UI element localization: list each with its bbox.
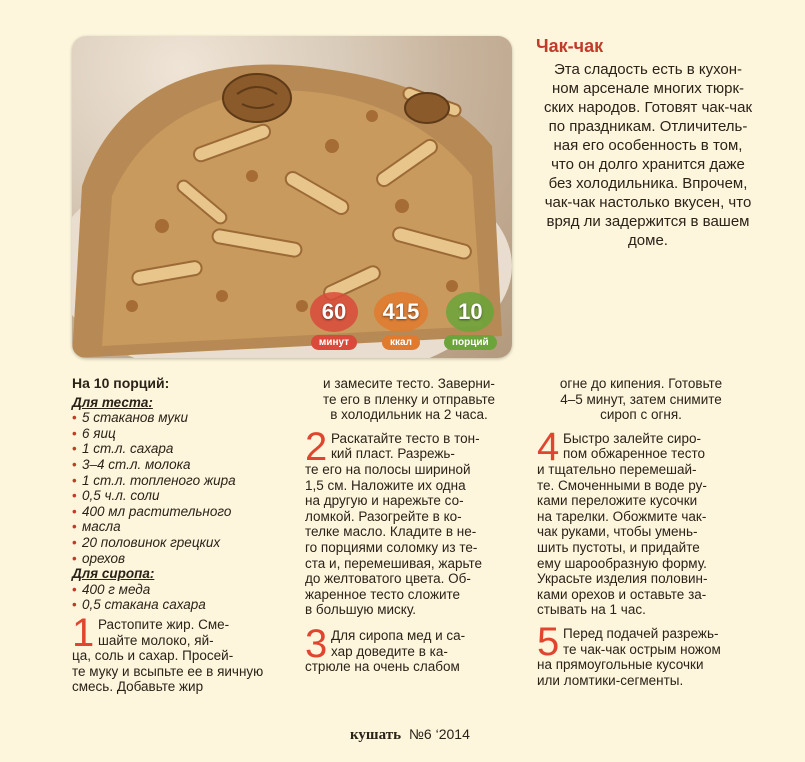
stat-servings-value: 10 [446,292,494,332]
step-line: стрюле на очень слабом [305,659,460,675]
step-2 [305,424,513,618]
step-line: пом обжаренное тесто [563,446,706,462]
column-steps-3 [537,376,745,688]
step-line: Для сиропа мед и са- [331,627,466,643]
step-line: или ломтики-сегменты. [537,672,684,688]
syrup-heading: Для сиропа: [72,566,155,582]
intro-line: по праздникам. Отличитель- [548,118,748,135]
step-line: те. Смоченными в воде ру- [537,477,707,493]
step-line: хар доведите в ка- [331,643,448,659]
intro-line: без холодильника. Впрочем, [548,175,748,192]
step-line: до желтоватого цвета. Об- [305,571,471,587]
stat-calories-label: ккал [382,335,420,350]
ingredient-item-cont: • масла [72,519,278,535]
step-number: 4 [537,424,560,469]
intro-line: ских народов. Готовят чак-чак [543,99,753,116]
step-number: 5 [537,619,560,664]
ingredient-item-cont: • орехов [72,551,278,567]
step-line: на другую и нарежьте со- [305,493,464,509]
ingredient-item: • 1 ст.л. сахара [72,441,278,457]
step-line: ками орехов и оставьте за- [537,586,707,602]
step-line: те муку и всыпьте ее в яичную [72,663,264,679]
step-line: телке масло. Кладите в не- [305,524,477,540]
dough-list [72,410,278,566]
ingredient-item: • 400 г меда [72,582,278,598]
stat-time [310,292,358,350]
step-line: шайте молоко, яй- [98,632,214,648]
ingredient-item: • 400 мл растительного [72,504,278,520]
step-line: кий пласт. Разрежь- [331,446,455,462]
ingredient-item: • 3–4 ст.л. молока [72,457,278,473]
step-line: ца, соль и сахар. Просей- [72,648,234,664]
step-line: на прямоугольные кусочки [537,657,704,673]
step-line: в холодильник на 2 часа. [330,407,488,423]
step-line: Быстро залейте сиро- [563,430,701,446]
step-4 [537,424,745,618]
intro-line: что он долго хранится даже [551,156,745,173]
step-line: ломкой. Разогрейте в ко- [305,508,462,524]
step-line: шить пустоты, и придайте [537,539,700,555]
stat-calories [374,292,428,350]
step-line: Перед подачей разрежь- [563,625,719,641]
step-number: 1 [72,610,95,655]
magazine-logo: кушать [350,727,402,743]
ingredient-item: • 0,5 ч.л. соли [72,488,278,504]
dough-heading: Для теста: [72,394,153,410]
step-line: на тарелки. Обожмите чак- [537,508,707,524]
chak-chak-photo [72,36,512,358]
recipe-title: Чак-чак [536,36,604,56]
step-line: Украсьте изделия половин- [537,571,708,587]
step-line: 1,5 см. Наложите их одна [305,477,466,493]
intro-line: доме. [628,232,668,249]
step-line: и тщательно перемешай- [537,461,697,477]
step-line: сироп с огня. [600,407,682,423]
step-line: огне до кипения. Готовьте [559,376,723,391]
recipe-intro [536,60,760,250]
column-steps-2 [305,376,513,675]
step-line: Растопите жир. Сме- [98,616,230,632]
stat-servings [444,292,497,350]
ingredient-item: • 5 стаканов муки [72,410,278,426]
step-line: ста и, перемешивая, жарьте [305,555,482,571]
step-line: смесь. Добавьте жир [72,679,204,695]
step-1 [72,610,278,695]
intro-line: ная его особенность в том, [553,137,743,154]
intro-line: вряд ли задержится в вашем [546,213,750,230]
step-line: те его в пленку и отправьте [322,391,496,407]
issue-number: №6 ‘2014 [408,726,470,742]
intro-line: Эта сладость есть в кухон- [553,61,743,78]
step-line: в большую миску. [305,602,417,618]
step-line: ему шарообразную форму. [537,555,707,571]
magazine-footer [350,726,470,744]
step-line: и замесите тесто. Заверни- [323,376,495,391]
syrup-list [72,582,278,613]
step-line: те его на полосы шириной [305,461,471,477]
step-line: Раскатайте тесто в тон- [331,430,480,446]
step-line: чак руками, чтобы умень- [537,524,698,540]
step-line: го порциями соломку из те- [305,539,478,555]
ingredient-item: • 1 ст.л. топленого жира [72,473,278,489]
column-ingredients [72,376,278,695]
step-line: те чак-чак острым ножом [563,641,721,657]
step-5 [537,619,745,688]
stat-time-value: 60 [310,292,358,332]
step-line: жаренное тесто сложите [305,586,461,602]
stat-time-label: минут [311,335,357,350]
stat-servings-label: порций [444,335,497,350]
servings-heading: На 10 порций: [72,375,170,391]
step-line: ками переложите кусочки [537,493,698,509]
step-number: 2 [305,424,328,469]
ingredient-item: • 6 яиц [72,426,278,442]
ingredient-item: • 0,5 стакана сахара [72,597,278,613]
step-3 [305,621,513,675]
intro-line: ном арсенале многих тюрк- [552,80,744,97]
stat-calories-value: 415 [374,292,428,332]
step-number: 3 [305,621,328,666]
intro-line: чак-чак настолько вкусен, что [544,194,752,211]
step-line: стывать на 1 час. [537,602,646,618]
step-line: 4–5 минут, затем снимите [560,391,722,407]
ingredient-item: • 20 половинок грецких [72,535,278,551]
